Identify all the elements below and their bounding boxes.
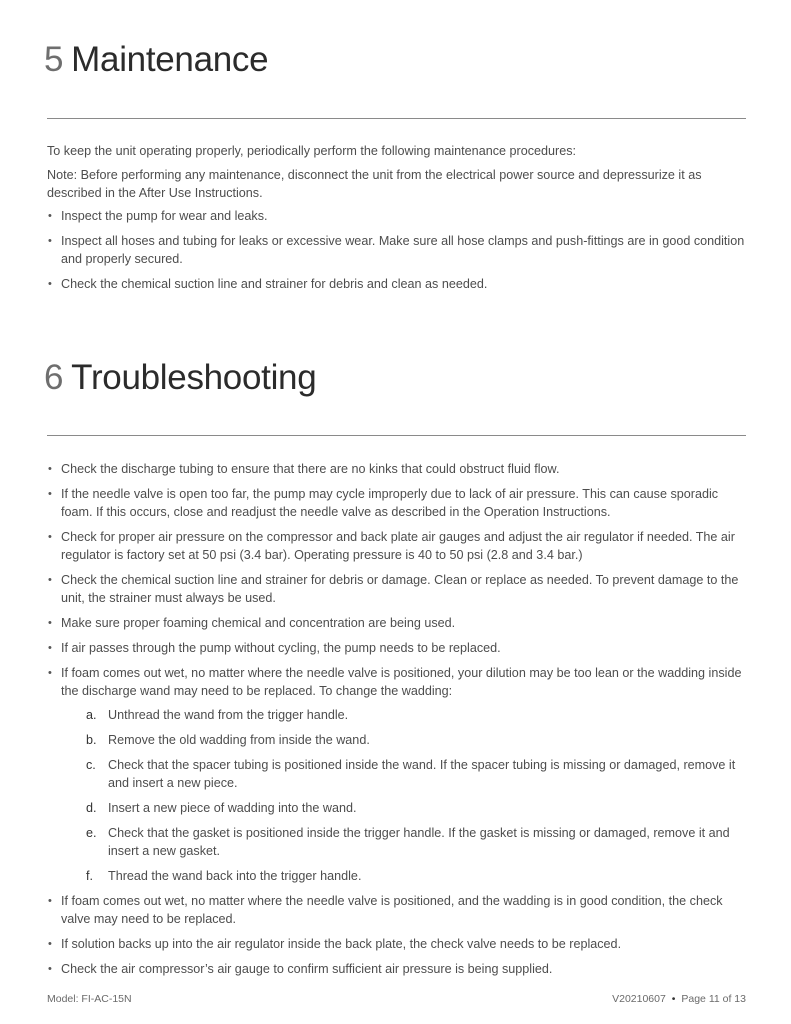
list-item: • If foam comes out wet, no matter where the needle valve is positioned, and the wadding is in good condition, the check valve may need to be replaced. — [47, 892, 747, 928]
footer-version: V20210607 — [612, 993, 666, 1005]
list-item: • Inspect the pump for wear and leaks. — [47, 207, 747, 225]
section-heading-maintenance — [44, 40, 268, 80]
substep-marker: a. — [86, 708, 97, 722]
substep-marker: e. — [86, 826, 97, 840]
note-paragraph: Note: Before performing any maintenance, disconnect the unit from the electrical power source and depressurize it as described in the After Use Instructions. — [47, 168, 702, 200]
substep — [61, 824, 747, 860]
list-item: • If air passes through the pump without cycling, the pump needs to be replaced. — [47, 639, 747, 657]
substep-text: Unthread the wand from the trigger handle. — [108, 708, 349, 722]
substep-marker: b. — [86, 733, 97, 747]
substep — [61, 706, 747, 724]
list-item: • Inspect all hoses and tubing for leaks or excessive wear. Make sure all hose clamps and push-fittings are in good condition and properly secured. — [47, 232, 747, 268]
substep — [61, 731, 747, 749]
footer-page-number: Page 11 of 13 — [681, 993, 746, 1005]
section-heading-troubleshooting — [44, 358, 316, 398]
divider — [47, 435, 746, 436]
troubleshooting-list — [47, 460, 747, 985]
intro-paragraph: To keep the unit operating properly, periodically perform the following maintenance procedures: — [47, 144, 577, 158]
divider — [47, 118, 746, 119]
footer-separator: • — [671, 993, 676, 1005]
list-item: • Make sure proper foaming chemical and concentration are being used. — [47, 614, 747, 632]
substep-text: Insert a new piece of wadding into the wand. — [108, 801, 357, 815]
substep-text: Check that the spacer tubing is positioned inside the wand. If the spacer tubing is missing or damaged, remove it and insert a new piece. — [108, 758, 736, 790]
footer-page-info — [612, 993, 746, 1005]
section-title: Troubleshooting — [71, 358, 317, 397]
substep-text: Thread the wand back into the trigger handle. — [108, 869, 362, 883]
substep — [61, 756, 747, 792]
substep-text: Remove the old wadding from inside the wand. — [108, 733, 370, 747]
substep-text: Check that the gasket is positioned inside the trigger handle. If the gasket is missing or damaged, remove it and insert a new gasket. — [108, 826, 730, 858]
list-item: • Check the air compressor’s air gauge to confirm sufficient air pressure is being supplied. — [47, 960, 747, 978]
substep — [61, 867, 747, 885]
substep-marker: f. — [86, 869, 93, 883]
list-item: • If solution backs up into the air regulator inside the back plate, the check valve needs to be replaced. — [47, 935, 747, 953]
list-item: • Check for proper air pressure on the compressor and back plate air gauges and adjust the air regulator if needed. The air regulator is factory set at 50 psi (3.4 bar). Operating pressure is 40 to 50 psi (2.8 and 3.4 bar.) — [47, 528, 747, 564]
substep — [61, 799, 747, 817]
section-title: Maintenance — [71, 40, 269, 79]
list-item: • Check the chemical suction line and strainer for debris or damage. Clean or replace as needed. To prevent damage to the unit, the strainer must always be used. — [47, 571, 747, 607]
substep-marker: c. — [86, 758, 96, 772]
list-item: • Check the discharge tubing to ensure that there are no kinks that could obstruct fluid flow. — [47, 460, 747, 478]
footer-model: Model: FI-AC-15N — [47, 993, 132, 1005]
list-item-text: If foam comes out wet, no matter where the needle valve is positioned, your dilution may be too lean or the wadding inside the discharge wand may need to be replaced. To change the wadding: — [61, 666, 742, 698]
section-number: 5 — [44, 40, 64, 79]
list-item: • If the needle valve is open too far, the pump may cycle improperly due to lack of air pressure. This can cause sporadic foam. If this occurs, close and readjust the needle valve as described in the Operation Instructions. — [47, 485, 747, 521]
list-item — [47, 664, 747, 885]
substep-marker: d. — [86, 801, 97, 815]
maintenance-list — [47, 207, 747, 300]
section-number: 6 — [44, 358, 64, 397]
list-item: • Check the chemical suction line and strainer for debris and clean as needed. — [47, 275, 747, 293]
wadding-steps — [61, 706, 747, 885]
